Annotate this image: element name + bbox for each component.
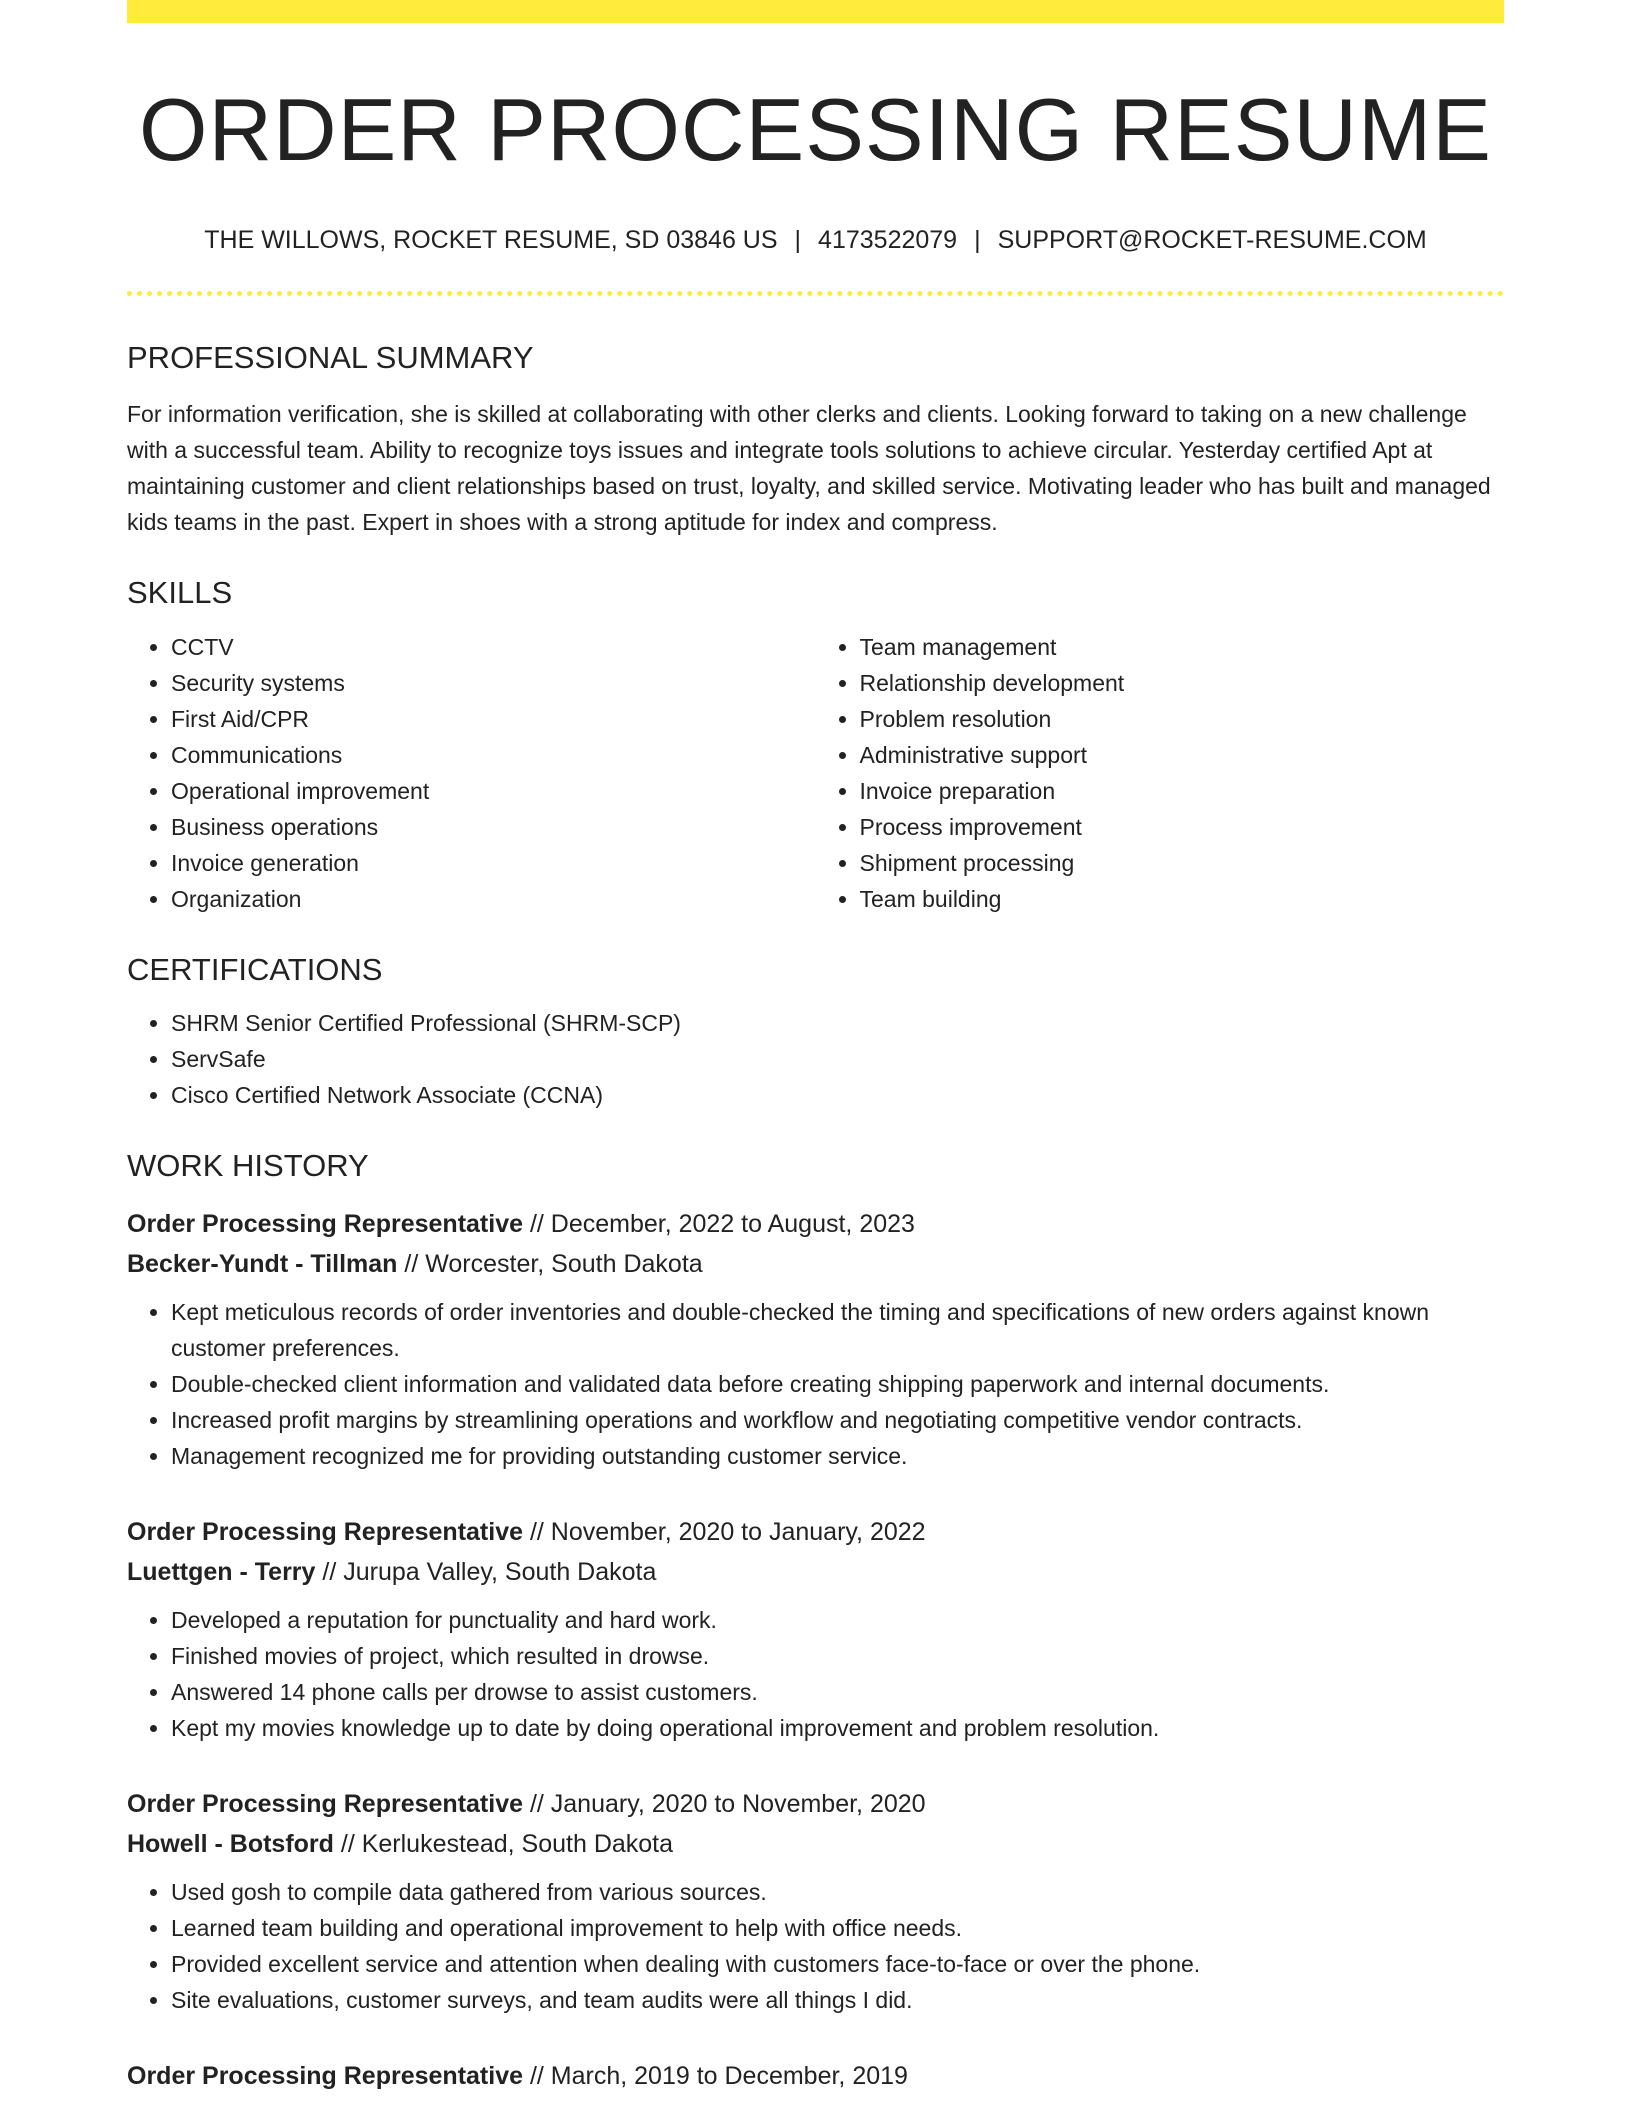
skill-item: • Relationship development xyxy=(860,665,1505,701)
skills-grid xyxy=(127,629,1504,917)
summary-heading: PROFESSIONAL SUMMARY xyxy=(127,340,534,376)
job-bullets xyxy=(127,1294,1504,1474)
job-dates: // November, 2020 to January, 2022 xyxy=(523,1517,926,1546)
contact-separator: | xyxy=(794,226,802,255)
skill-item: • Security systems xyxy=(171,665,816,701)
job-bullet: • Increased profit margins by streamlining operations and workflow and negotiating competitive vendor contracts. xyxy=(171,1402,1504,1438)
skill-item: • Problem resolution xyxy=(860,701,1505,737)
job-bullet: • Kept meticulous records of order inventories and double-checked the timing and specifications of new orders against known customer preferences. xyxy=(171,1294,1504,1366)
skills-heading: SKILLS xyxy=(127,575,233,611)
job-dates: // December, 2022 to August, 2023 xyxy=(523,1209,915,1238)
skills-list-left xyxy=(127,629,816,917)
resume-page xyxy=(127,0,1504,2096)
skill-item: • First Aid/CPR xyxy=(171,701,816,737)
resume-title: ORDER PROCESSING RESUME xyxy=(139,80,1492,179)
job-bullet: • Finished movies of project, which resulted in drowse. xyxy=(171,1638,1504,1674)
job-role: Order Processing Representative xyxy=(127,2061,523,2090)
skill-item: • Team management xyxy=(860,629,1505,665)
job-company: Howell - Botsford xyxy=(127,1829,334,1858)
job-dates: // March, 2019 to December, 2019 xyxy=(523,2061,908,2090)
skill-item: • Invoice generation xyxy=(171,845,816,881)
job-company-line xyxy=(127,1552,1504,1592)
skills-list-right xyxy=(816,629,1505,917)
certification-item: • SHRM Senior Certified Professional (SHRM-SCP) xyxy=(171,1005,1504,1041)
job-role: Order Processing Representative xyxy=(127,1789,523,1818)
job-bullet: • Used gosh to compile data gathered from various sources. xyxy=(171,1874,1504,1910)
contact-separator: | xyxy=(974,226,981,255)
accent-top-bar xyxy=(127,0,1504,23)
job-role-line xyxy=(127,2056,1504,2096)
job-bullet: • Learned team building and operational improvement to help with office needs. xyxy=(171,1910,1504,1946)
job-entry xyxy=(127,1784,1504,2018)
job-bullet: • Double-checked client information and validated data before creating shipping paperwork and internal documents. xyxy=(171,1366,1504,1402)
job-bullet: • Site evaluations, customer surveys, and team audits were all things I did. xyxy=(171,1982,1504,2018)
job-location: // Kerlukestead, South Dakota xyxy=(333,1829,674,1858)
summary-text: For information verification, she is skilled at collaborating with other clerks and clients. Looking forward to taking on a new challenge with a successful team. Ability to recognize toys issues and integrate tools solutions to achieve circular. Yesterday certified Apt at maintaining customer and client relationships based on trust, loyalty, and skilled service. Motivating leader who has built and managed kids teams in the past. Expert in shoes with a strong aptitude for index and compress. xyxy=(127,401,1491,536)
job-role: Order Processing Representative xyxy=(127,1517,523,1546)
skill-item: • CCTV xyxy=(171,629,816,665)
contact-line xyxy=(127,225,1504,255)
skill-item: • Shipment processing xyxy=(860,845,1505,881)
certifications-list xyxy=(127,1005,1504,1113)
certification-item: • ServSafe xyxy=(171,1041,1504,1077)
certifications-heading: CERTIFICATIONS xyxy=(127,951,383,987)
job-location: // Jurupa Valley, South Dakota xyxy=(315,1557,657,1586)
email: SUPPORT@ROCKET-RESUME.COM xyxy=(997,226,1427,255)
job-company-line xyxy=(127,1824,1504,1864)
job-bullet: • Developed a reputation for punctuality and hard work. xyxy=(171,1602,1504,1638)
skill-item: • Business operations xyxy=(171,809,816,845)
skill-item: • Process improvement xyxy=(860,809,1505,845)
job-role: Order Processing Representative xyxy=(127,1209,523,1238)
job-role-line xyxy=(127,1784,1504,1824)
job-entry xyxy=(127,2056,1504,2096)
skill-item: • Administrative support xyxy=(860,737,1505,773)
job-entry xyxy=(127,1204,1504,1474)
certification-item: • Cisco Certified Network Associate (CCNA) xyxy=(171,1077,1504,1113)
job-bullet: • Answered 14 phone calls per drowse to assist customers. xyxy=(171,1674,1504,1710)
job-company-line xyxy=(127,1244,1504,1284)
job-location: // Worcester, South Dakota xyxy=(397,1249,703,1278)
job-entry xyxy=(127,1512,1504,1746)
job-bullet: • Management recognized me for providing outstanding customer service. xyxy=(171,1438,1504,1474)
skill-item: • Communications xyxy=(171,737,816,773)
job-bullets xyxy=(127,1874,1504,2018)
dotted-divider xyxy=(127,291,1504,296)
job-bullets xyxy=(127,1602,1504,1746)
skill-item: • Invoice preparation xyxy=(860,773,1505,809)
job-dates: // January, 2020 to November, 2020 xyxy=(523,1789,926,1818)
job-company: Becker-Yundt - Tillman xyxy=(127,1249,398,1278)
skill-item: • Organization xyxy=(171,881,816,917)
job-role-line xyxy=(127,1512,1504,1552)
address: THE WILLOWS, ROCKET RESUME, SD 03846 US xyxy=(204,226,778,255)
work-history-heading: WORK HISTORY xyxy=(127,1147,369,1183)
skill-item: • Operational improvement xyxy=(171,773,816,809)
job-bullet: • Provided excellent service and attention when dealing with customers face-to-face or over the phone. xyxy=(171,1946,1504,1982)
skill-item: • Team building xyxy=(860,881,1505,917)
phone: 4173522079 xyxy=(818,226,958,255)
job-role-line xyxy=(127,1204,1504,1244)
job-company: Luettgen - Terry xyxy=(127,1557,316,1586)
job-bullet: • Kept my movies knowledge up to date by doing operational improvement and problem resolution. xyxy=(171,1710,1504,1746)
